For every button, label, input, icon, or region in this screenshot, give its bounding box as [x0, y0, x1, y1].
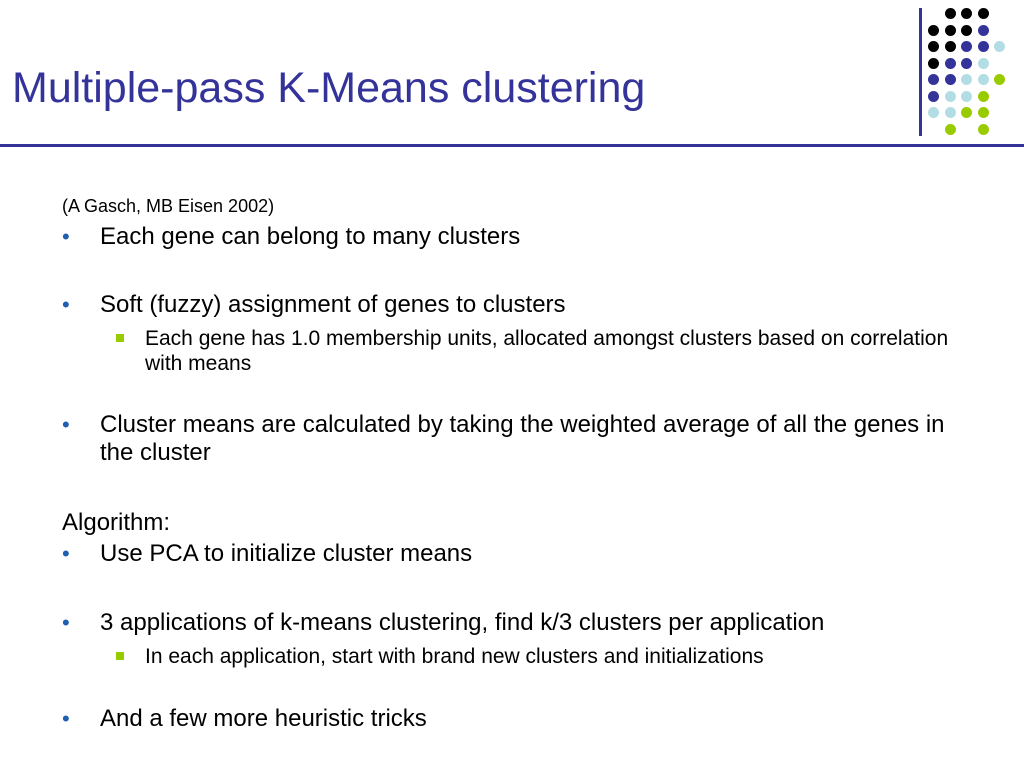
bullet-dot-icon: •	[62, 292, 70, 317]
bullet-text: 3 applications of k-means clustering, find k/3 clusters per application	[100, 609, 825, 636]
sub-bullet-text: In each application, start with brand new clusters and initializations	[145, 645, 764, 668]
citation-text: (A Gasch, MB Eisen 2002)	[62, 196, 275, 216]
slide-title: Multiple-pass K-Means clustering	[12, 64, 646, 112]
decorative-dot	[945, 41, 956, 52]
decorative-dot	[928, 74, 939, 85]
decorative-dot	[994, 74, 1005, 85]
bullet-item	[62, 411, 962, 467]
square-bullet-icon	[116, 652, 124, 660]
decorative-dot	[961, 58, 972, 69]
decorative-dot	[928, 41, 939, 52]
decorative-dot	[978, 91, 989, 102]
decorative-dot	[978, 41, 989, 52]
bullet-item	[62, 540, 962, 568]
algorithm-heading: Algorithm:	[62, 509, 171, 536]
bullet-text: And a few more heuristic tricks	[100, 705, 427, 732]
bullet-text: Cluster means are calculated by taking the weighted average of all the genes in the cluster	[100, 411, 945, 466]
decorative-dot	[961, 8, 972, 19]
bullet-dot-icon: •	[62, 610, 70, 635]
decorative-dot	[945, 74, 956, 85]
decorative-dot	[978, 107, 989, 118]
decorative-dot	[978, 25, 989, 36]
decorative-dot	[994, 41, 1005, 52]
decorative-dot	[945, 58, 956, 69]
decorative-dot	[945, 25, 956, 36]
decorative-dot	[945, 91, 956, 102]
bullet-item	[62, 705, 962, 733]
decorative-dot	[978, 58, 989, 69]
decorative-dot	[928, 58, 939, 69]
bullet-dot-icon: •	[62, 541, 70, 566]
bullet-text: Soft (fuzzy) assignment of genes to clusters	[100, 291, 566, 318]
decorative-dot	[945, 8, 956, 19]
sub-bullet-item	[116, 644, 976, 669]
decorative-dot	[928, 107, 939, 118]
bullet-item	[62, 609, 962, 637]
decorative-dot	[961, 41, 972, 52]
sub-bullet-text: Each gene has 1.0 membership units, allocated amongst clusters based on correlation with means	[145, 327, 949, 375]
bullet-item	[62, 223, 962, 251]
bullet-text: Each gene can belong to many clusters	[100, 223, 521, 250]
decorative-dot	[961, 74, 972, 85]
decorative-dot	[978, 74, 989, 85]
decorative-dot	[961, 91, 972, 102]
decorative-dot	[945, 124, 956, 135]
decorative-dot	[928, 25, 939, 36]
decorative-dot	[961, 25, 972, 36]
bullet-dot-icon: •	[62, 706, 70, 731]
bullet-item	[62, 291, 962, 319]
bullet-dot-icon: •	[62, 224, 70, 249]
decorative-dot	[978, 8, 989, 19]
title-underline-rule	[0, 144, 1024, 147]
sub-bullet-item	[116, 326, 976, 376]
decorative-vertical-rule	[919, 8, 922, 136]
decorative-dot	[961, 107, 972, 118]
decorative-dot	[928, 91, 939, 102]
decorative-dot	[945, 107, 956, 118]
bullet-text: Use PCA to initialize cluster means	[100, 540, 473, 567]
bullet-dot-icon: •	[62, 412, 70, 437]
square-bullet-icon	[116, 334, 124, 342]
decorative-dot	[978, 124, 989, 135]
decorative-dot-grid	[928, 8, 1008, 136]
